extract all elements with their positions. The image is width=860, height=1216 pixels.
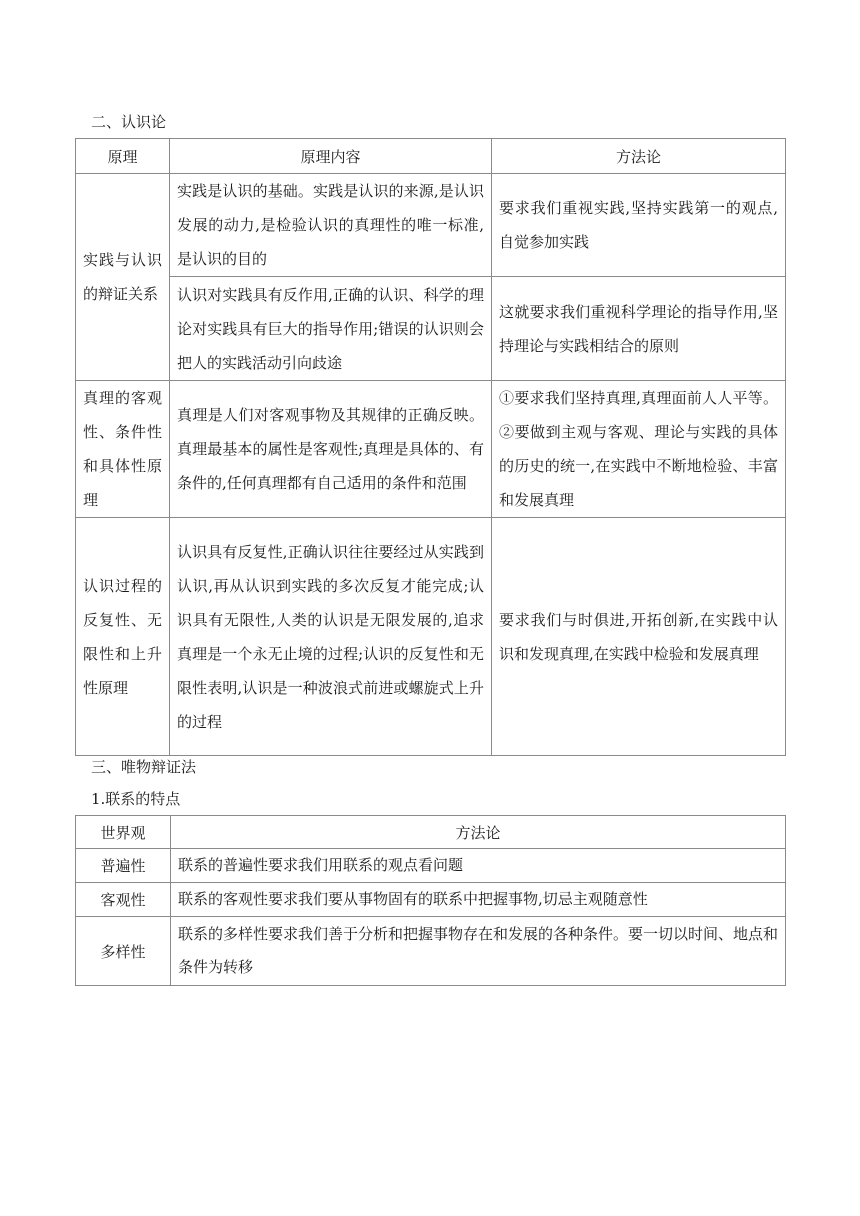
content-cell xyxy=(170,277,492,381)
table-row xyxy=(76,277,786,381)
header-methodology: 方法论 xyxy=(492,139,786,174)
section-heading-epistemology: 二、认识论 xyxy=(91,113,167,131)
method-text: 联系的多样性要求我们善于分析和把握事物存在和发展的各种条件。要一切以时间、地点和条件为转移 xyxy=(178,925,779,976)
table-row xyxy=(76,518,786,756)
principle-text: 实践与认识的辩证关系 xyxy=(83,251,162,303)
connection-table xyxy=(75,815,786,986)
content-cell xyxy=(170,174,492,277)
worldview-cell: 普遍性 xyxy=(76,849,171,883)
method-text: ①要求我们坚持真理,真理面前人人平等。②要做到主观与客观、理论与实践的具体的历史的统一,在实践中不断地检验、丰富和发展真理 xyxy=(499,389,778,509)
method-cell xyxy=(492,381,786,518)
table-row xyxy=(76,849,786,883)
method-text: 要求我们重视实践,坚持实践第一的观点,自觉参加实践 xyxy=(499,199,778,251)
section-heading-dialectics: 三、唯物辩证法 xyxy=(91,758,197,776)
table-row xyxy=(76,917,786,986)
method-text: 要求我们与时俱进,开拓创新,在实践中认识和发现真理,在实践中检验和发展真理 xyxy=(499,610,778,663)
method-cell xyxy=(492,277,786,381)
method-text: 联系的客观性要求我们要从事物固有的联系中把握事物,切忌主观随意性 xyxy=(178,890,648,908)
content-text: 认识对实践具有反作用,正确的认识、科学的理论对实践具有巨大的指导作用;错误的认识则会把人的实践活动引向歧途 xyxy=(177,285,484,372)
header-worldview: 世界观 xyxy=(76,816,171,849)
content-cell xyxy=(170,381,492,518)
method-cell xyxy=(171,917,786,986)
method-cell xyxy=(492,518,786,756)
header-methodology: 方法论 xyxy=(171,816,786,849)
content-text: 真理是人们对客观事物及其规律的正确反映。真理最基本的属性是客观性;真理是具体的、有条件的,任何真理都有自己适用的条件和范围 xyxy=(177,406,484,492)
principle-text: 真理的客观性、条件性和具体性原理 xyxy=(83,389,162,509)
content-text: 实践是认识的基础。实践是认识的来源,是认识发展的动力,是检验认识的真理性的唯一标准,是认识的目的 xyxy=(177,182,484,268)
content-cell xyxy=(170,518,492,756)
principle-cell xyxy=(76,518,170,756)
table-header-row xyxy=(76,139,786,174)
principle-cell xyxy=(76,174,170,381)
content-text: 认识具有反复性,正确认识往往要经过从实践到认识,再从认识到实践的多次反复才能完成;认识具有无限性,人类的认识是无限发展的,追求真理是一个永无止境的过程;认识的反复性和无限性表明,认识是一种波浪式前进或螺旋式上升的过程 xyxy=(177,542,484,731)
method-cell xyxy=(171,883,786,917)
table-row xyxy=(76,381,786,518)
principle-cell xyxy=(76,381,170,518)
header-principle-content: 原理内容 xyxy=(170,139,492,174)
table-header-row xyxy=(76,816,786,849)
worldview-cell: 多样性 xyxy=(76,917,171,986)
table-row xyxy=(76,883,786,917)
method-text: 这就要求我们重视科学理论的指导作用,坚持理论与实践相结合的原则 xyxy=(499,302,778,355)
method-text: 联系的普遍性要求我们用联系的观点看问题 xyxy=(178,856,464,874)
method-cell xyxy=(492,174,786,277)
principle-text: 认识过程的反复性、无限性和上升性原理 xyxy=(83,576,162,697)
subsection-heading-connection: 1.联系的特点 xyxy=(91,790,181,808)
header-principle: 原理 xyxy=(76,139,170,174)
epistemology-table xyxy=(75,138,786,756)
method-cell xyxy=(171,849,786,883)
worldview-cell: 客观性 xyxy=(76,883,171,917)
table-row xyxy=(76,174,786,277)
